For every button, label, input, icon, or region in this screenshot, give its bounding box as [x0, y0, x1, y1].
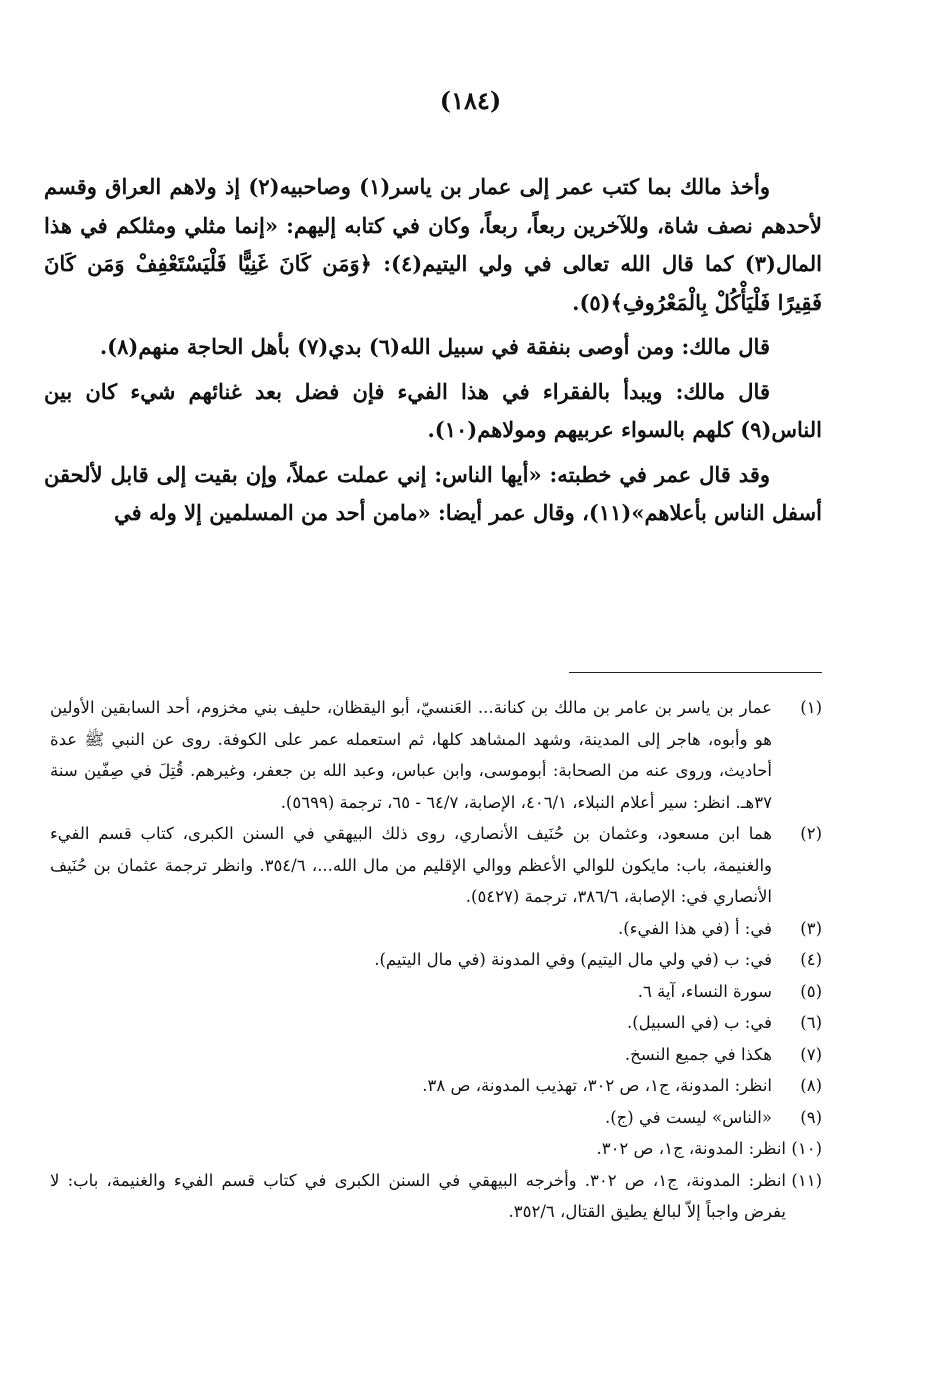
main-text	[44, 168, 822, 533]
footnote-number: (١)	[800, 698, 822, 717]
footnote-item	[50, 818, 822, 913]
footnote-number: (٢)	[800, 824, 822, 843]
footnote-item	[50, 976, 822, 1008]
footnote-number: (٨)	[800, 1076, 822, 1095]
footnote-number: (١١)	[791, 1170, 822, 1190]
footnote-number: (٦)	[800, 1013, 822, 1032]
footnote-item	[50, 1070, 822, 1102]
footnote-text: انظر: المدونة، ج١، ص ٣٠٢. وأخرجه البيهقي في السنن الكبرى في كتاب قسم الفيء والغنيمة، باب: لا يفرض واجباً إلاّ لبالغ يطيق القتال، ٣٥٢/٦.	[50, 1170, 787, 1221]
paragraph: وأخذ مالك بما كتب عمر إلى عمار بن ياسر(١) وصاحبيه(٢) إذ ولاهم العراق وقسم لأحدهم نصف شاة، وللآخرين ربعاً، ربعاً، وكان في كتابه إليهم: «إنما مثلي ومثلكم في هذا المال(٣) كما قال الله تعالى في ولي اليتيم(٤): ﴿وَمَن كَانَ غَنِيًّا فَلْيَسْتَعْفِفْ وَمَن كَانَ فَقِيرًا فَلْيَأْكُلْ بِالْمَعْرُوفِ﴾(٥).	[44, 174, 822, 315]
footnote-text: في: ب (في ولي مال اليتيم) وفي المدونة (في مال اليتيم).	[374, 950, 772, 969]
footnote-number: (٩)	[800, 1107, 822, 1127]
footnote-item	[50, 913, 822, 945]
paragraph: قال مالك: ويبدأ بالفقراء في هذا الفيء فإن فضل بعد غنائهم شيء كان بين الناس(٩) كلهم بالسواء عربيهم ومولاهم(١٠).	[44, 378, 822, 442]
footnote-text: في: أ (في هذا الفيء).	[618, 918, 772, 938]
footnote-number: (٥)	[800, 981, 822, 1001]
footnote-separator	[569, 672, 822, 673]
page-number: (١٨٤)	[439, 86, 502, 115]
footnote-item	[50, 1039, 822, 1071]
footnote-number: (١٠)	[791, 1139, 822, 1158]
footnote-item	[50, 1102, 822, 1134]
footnote-text: هكذا في جميع النسخ.	[624, 1044, 772, 1064]
footnote-text: هما ابن مسعود، وعثمان بن حُنَيف الأنصاري، روى ذلك البيهقي في السنن الكبرى، كتاب قسم الفيء والغنيمة، باب: مايكون للوالي الأعظم ووالي الإقليم من مال الله...، ٣٥٤/٦. وانظر ترجمة عثمان بن حُنَيف الأنصاري في: الإصابة، ٣٨٦/٦، ترجمة (٥٤٢٧).	[50, 824, 773, 906]
footnote-text: في: ب (في السبيل).	[626, 1013, 772, 1032]
paragraph: وقد قال عمر في خطبته: «أيها الناس: إني عملت عملاً، وإن بقيت إلى قابل لألحقن أسفل الناس بأعلاهم»(١١)، وقال عمر أيضا: «مامن أحد من المسلمين إلا وله في	[44, 461, 822, 525]
footnote-item	[50, 944, 822, 976]
footnote-item	[50, 1007, 822, 1039]
footnote-number: (٤)	[800, 950, 822, 969]
footnote-text: سورة النساء، آية ٦.	[637, 981, 772, 1001]
footnote-text: عمار بن ياسر بن عامر بن مالك بن كنانة... العَنسيّ، أبو اليقظان، حليف بني مخزوم، أحد السابقين الأولين هو وأبوه، هاجر إلى المدينة، وشهد المشاهد كلها، ثم استعمله عمر على الكوفة. روى عن النبي ﷺ عدة أحاديث، وروى عنه من الصحابة: أبوموسى، وابن عباس، وعبد الله بن جعفر، وغيرهم. قُتِلَ في صِفّين سنة ٣٧هـ. انظر: سير أعلام النبلاء، ٤٠٦/١، الإصابة، ٦٤/٧ - ٦٥، ترجمة (٥٦٩٩).	[50, 698, 772, 812]
footnote-text: انظر: المدونة، ج١، ص ٣٠٢.	[596, 1139, 786, 1158]
footnotes	[50, 692, 822, 1228]
footnote-number: (٧)	[800, 1044, 822, 1064]
footnote-text: انظر: المدونة، ج١، ص ٣٠٢، تهذيب المدونة، ص ٣٨.	[422, 1076, 772, 1095]
footnote-text: «الناس» ليست في (ج).	[604, 1107, 772, 1127]
footnote-item	[50, 1133, 822, 1165]
footnote-item	[50, 692, 822, 818]
footnote-item	[50, 1165, 822, 1228]
paragraph: قال مالك: ومن أوصى بنفقة في سبيل الله(٦) بدي(٧) بأهل الحاجة منهم(٨).	[99, 334, 770, 359]
footnote-number: (٣)	[800, 918, 822, 938]
